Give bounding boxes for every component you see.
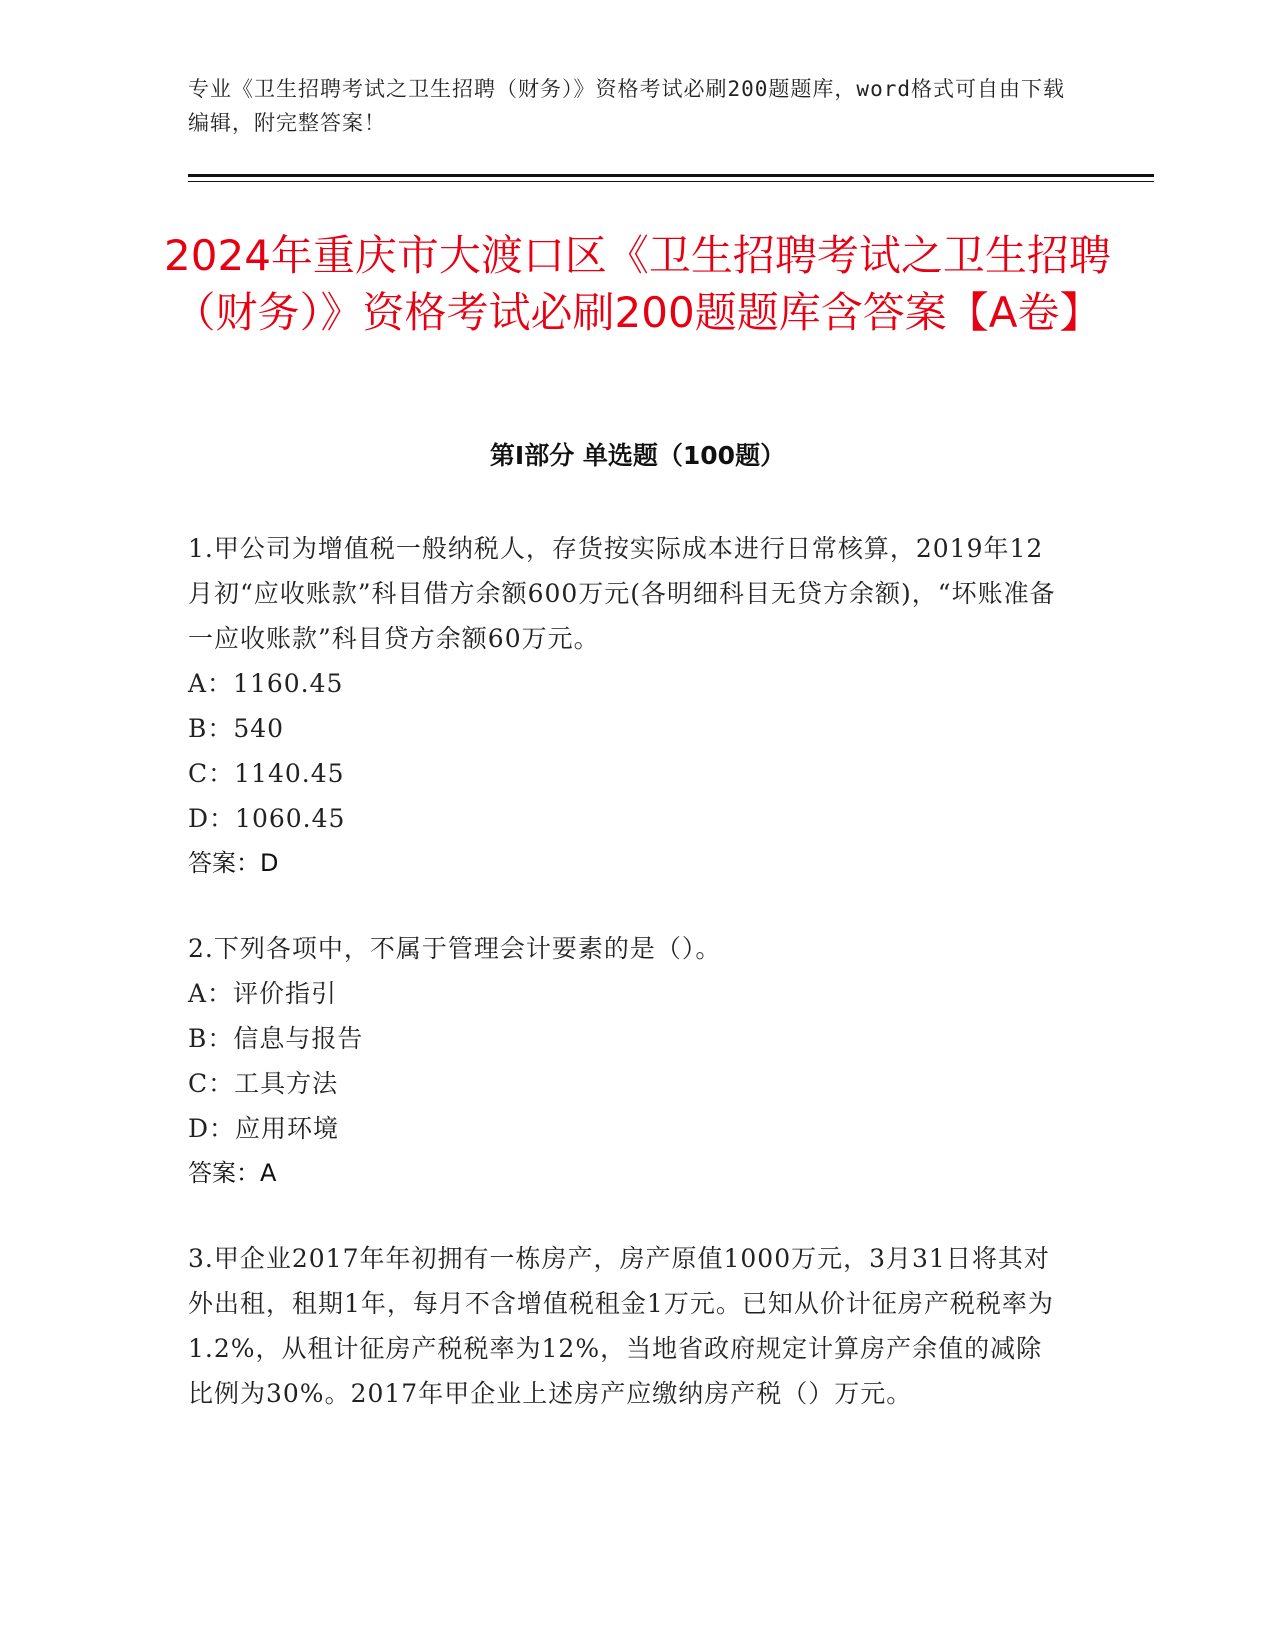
header-note: 专业《卫生招聘考试之卫生招聘（财务）》资格考试必刷200题题库，word格式可自由下载编辑，附完整答案！ (188, 77, 1065, 135)
option-b: B：信息与报告 (188, 1024, 364, 1053)
option-b: B：540 (188, 714, 285, 743)
question-list (188, 526, 1068, 1456)
question-1 (188, 526, 1068, 886)
option-a: A：评价指引 (188, 979, 338, 1008)
option-c: C：工具方法 (188, 1069, 339, 1098)
header-rule-thin (188, 181, 1154, 182)
section-title: 第Ⅰ部分 单选题（100题） (489, 441, 786, 470)
option-c: C：1140.45 (188, 759, 345, 788)
question-3 (188, 1236, 1068, 1416)
option-a: A：1160.45 (188, 669, 344, 698)
document-title: 2024年重庆市大渡口区《卫生招聘考试之卫生招聘（财务）》资格考试必刷200题题库含答案【A卷】 (164, 231, 1111, 337)
question-stem: 3.甲企业2017年年初拥有一栋房产，房产原值1000万元，3月31日将其对外出租，租期1年，每月不含增值税租金1万元。已知从价计征房产税税率为1.2%，从租计征房产税税率为12%，当地省政府规定计算房产余值的减除比例为30%。2017年甲企业上述房产应缴纳房产税（）万元。 (188, 1244, 1054, 1408)
answer: 答案：D (188, 849, 279, 877)
question-stem: 2.下列各项中，不属于管理会计要素的是（）。 (188, 934, 722, 963)
question-stem: 1.甲公司为增值税一般纳税人，存货按实际成本进行日常核算，2019年12月初“应收账款”科目借方余额600万元(各明细科目无贷方余额)，“坏账准备一应收账款”科目贷方余额60万元。 (188, 534, 1056, 653)
option-d: D：1060.45 (188, 804, 346, 833)
option-d: D：应用环境 (188, 1114, 340, 1143)
question-2 (188, 926, 1068, 1196)
header-rule-thick (188, 174, 1154, 177)
answer: 答案：A (188, 1159, 277, 1187)
